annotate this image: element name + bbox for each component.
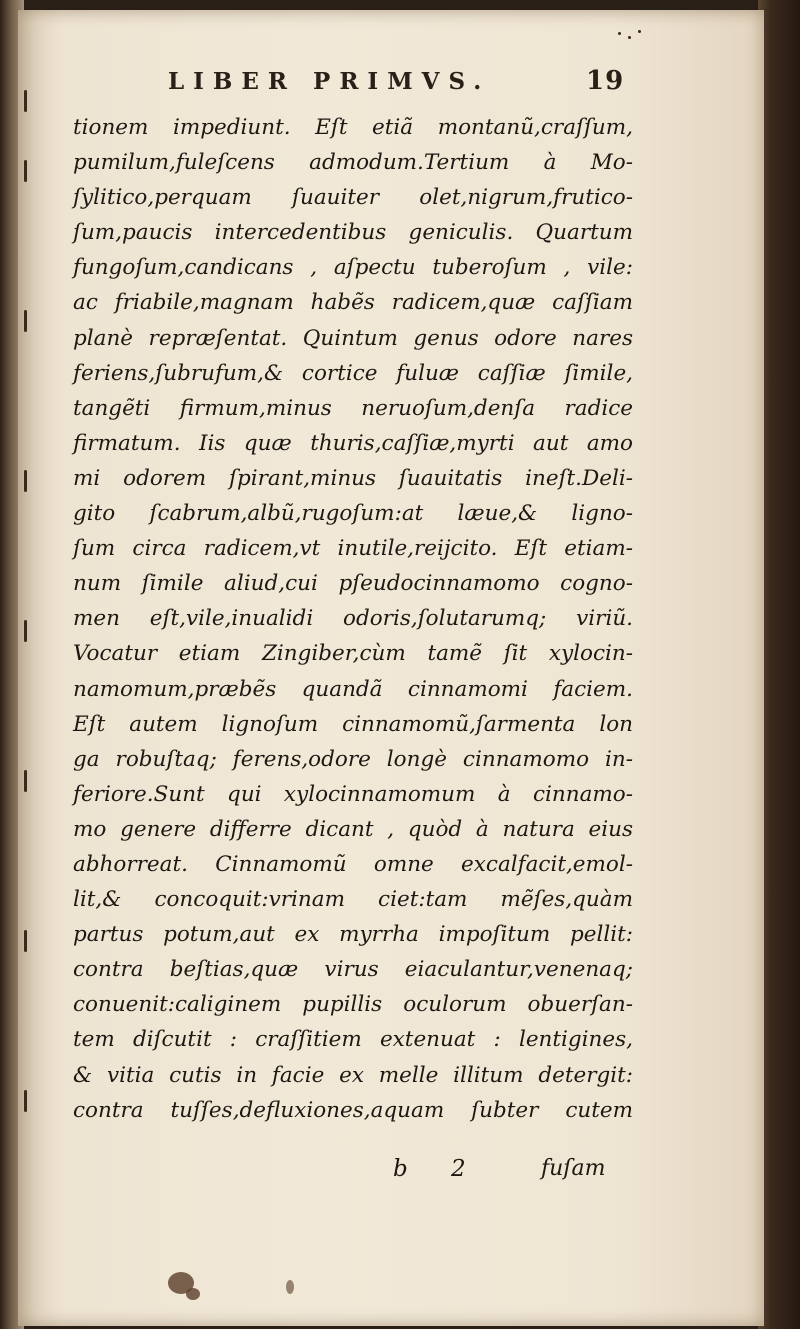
text-line: tangẽti firmum,minus neruoſum,denſa radice xyxy=(73,395,633,421)
text-line: tem diſcutit : craſſitiem extenuat : lentigines, xyxy=(73,1027,633,1053)
catchword: fuſam xyxy=(541,1156,606,1181)
text-line: contra beſtias,quæ virus eiaculantur,venenaq; xyxy=(73,957,633,983)
text-line: firmatum. Iis quæ thuris,caſſiæ,myrti aut amo xyxy=(73,430,633,456)
page-paper xyxy=(18,10,764,1326)
text-line: ac friabile,magnam habẽs radicem,quæ caſſiam xyxy=(73,290,633,316)
text-line: tionem impediunt. Eſt etiã montanũ,craſſum, xyxy=(73,115,633,140)
text-line: contra tuſſes,defluxiones,aquam ſubter cutem xyxy=(73,1097,633,1123)
text-line: men eſt,vile,inualidi odoris,ſolutarumq; viriũ. xyxy=(73,606,633,632)
text-line: Vocatur etiam Zingiber,cùm tamẽ ſit xylocin- xyxy=(73,641,633,667)
text-line: namomum,præbẽs quandã cinnamomi faciem. xyxy=(73,676,633,702)
stitch-mark xyxy=(24,620,27,642)
running-head: LIBER PRIMVS. xyxy=(168,68,491,95)
paper-speck xyxy=(628,36,631,39)
text-line: mi odorem ſpirant,minus ſuauitatis ineſt.Deli- xyxy=(73,465,633,491)
book-binding xyxy=(758,0,800,1329)
text-line: pumilum,fuleſcens admodum.Tertium à Mo- xyxy=(73,150,633,176)
stitch-mark xyxy=(24,1090,27,1112)
stitch-mark xyxy=(24,470,27,492)
text-line: planè repræſentat. Quintum genus odore nares xyxy=(73,325,633,351)
text-line: abhorreat. Cinnamomũ omne excalfacit,emol- xyxy=(73,851,633,877)
stitch-mark xyxy=(24,90,27,112)
ink-stain xyxy=(286,1280,294,1294)
stitch-mark xyxy=(24,770,27,792)
page-footer xyxy=(73,1150,633,1190)
text-line: & vitia cutis in facie ex melle illitum detergit: xyxy=(73,1062,633,1088)
text-line: feriore.Sunt qui xylocinnamomum à cinnamo- xyxy=(73,781,633,807)
ink-stain xyxy=(186,1288,200,1300)
text-line: ſum,paucis intercedentibus geniculis. Quartum xyxy=(73,220,633,246)
text-line: ſylitico,perquam ſuauiter olet,nigrum,frutico- xyxy=(73,185,633,211)
text-line: lit,& concoquit:vrinam ciet:tam mẽſes,quàm xyxy=(73,887,633,913)
text-line: gito ſcabrum,albũ,rugoſum:at læue,& ligno- xyxy=(73,501,633,527)
text-line: Eſt autem lignoſum cinnamomũ,ſarmenta lon xyxy=(73,711,633,737)
text-line: ſum circa radicem,vt inutile,reijcito. Eſt etiam- xyxy=(73,536,633,562)
page-header xyxy=(168,62,648,102)
text-line: conuenit:caliginem pupillis oculorum obuerſan- xyxy=(73,992,633,1018)
body-text xyxy=(73,110,633,1128)
text-line: ga robuſtaq; ferens,odore longè cinnamomo in- xyxy=(73,746,633,772)
stitch-mark xyxy=(24,930,27,952)
text-line: feriens,ſubrufum,& cortice fuluæ caſſiæ ſimile, xyxy=(73,360,633,386)
paper-speck xyxy=(638,30,641,33)
page-number: 19 xyxy=(586,66,625,96)
text-line: partus potum,aut ex myrrha impoſitum pellit: xyxy=(73,922,633,948)
text-line: num ſimile aliud,cui pſeudocinnamomo cogno- xyxy=(73,571,633,597)
signature-mark: b 2 xyxy=(393,1156,484,1182)
text-line: fungoſum,candicans , aſpectu tuberoſum , vile: xyxy=(73,255,633,281)
paper-speck xyxy=(618,32,621,35)
text-line: mo genere differre dicant , quòd à natura eius xyxy=(73,816,633,842)
stitch-mark xyxy=(24,310,27,332)
stitch-mark xyxy=(24,160,27,182)
